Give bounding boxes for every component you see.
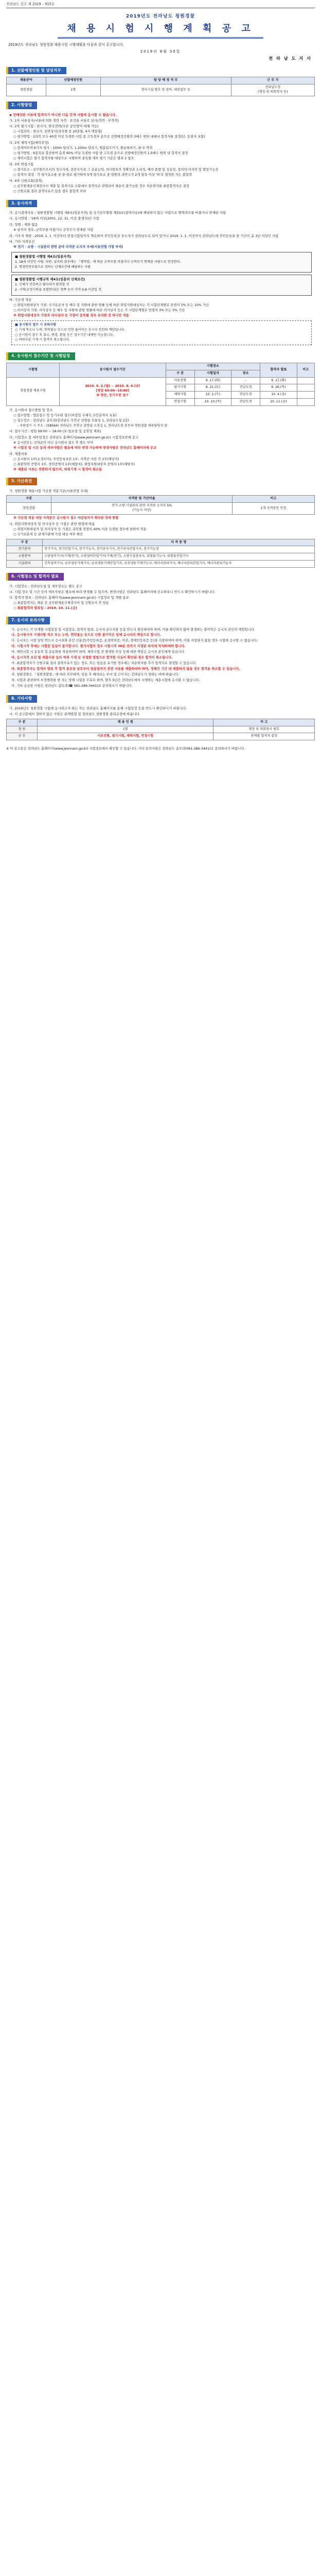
box-title: ■ 응시원서 접수 시 유의사항: [15, 323, 57, 327]
table-header: 응시원서 접수기간: [59, 363, 166, 377]
list-item: 마. 체력시험 시 운동복 및 운동화를 착용하여야 하며, 체력시험 중 발생한 부상 등에 대한 책임은 응시자 본인에게 있습니다.: [11, 650, 186, 654]
list-item: 가. 응시자는 각 단계별 시험일정 및 시험장소, 합격자 발표, 응시자 준수사항 등을 반드시 확인하여야 하며, 이를 확인하지 않아 발생하는 불이익은 응시자 본인의 책임입니다.: [11, 628, 255, 632]
list-item: 카. 기타 궁금한 사항은 전라남도 총무과(☎ 061-286-3441)로 문의하시기 바랍니다.: [11, 684, 133, 688]
text-line: 라. 제출서류: [9, 451, 27, 456]
section-1-heading: 1. 선발예정인원 및 담당직무: [6, 67, 66, 75]
table-cell: 10. 4.(금): [260, 392, 297, 399]
table-cell: [297, 384, 314, 392]
list-item: 나. 응시원서의 기재사항 착오 또는 누락, 연락불능 등으로 인한 불이익은 일체 응시자의 책임으로 합니다.: [11, 633, 162, 637]
table-cell: 전라남도청 (행정 및 의회청사 등): [231, 84, 314, 96]
text-line: ○ 평가요소 : 공무원으로서의 정신자세, 전문지식과 그 응용능력, 의사발표의 정확성과 논리성, 예의·품행 및 성실성, 창의력·의지력 및 발전가능성: [13, 167, 219, 172]
section-8-heading: 8. 기타사항: [6, 695, 37, 703]
announcement-page: [0, 0, 321, 757]
table-cell: 전기기사, 전기산업기사, 전기기능사, 전기공사기사, 전기공사산업기사, 전기기능장: [43, 546, 315, 553]
text-line: 나. 시험 장소 및 시간 등의 세부사항은 필요에 따라 변경될 수 있으며, 변경사항은 전라남도 홈페이지에 공고하오니 반드시 확인하시기 바랍니다.: [9, 589, 216, 594]
table-cell: 전남도청: [231, 392, 260, 399]
text-line: 가. 시험장소 : 전라남도청 및 세부장소는 별도 공고: [9, 584, 82, 588]
text-line: ○ 의사상자 가점: 의사상자 등 예우 및 지원에 관한 법률에 따른 의사상자 등은 각 시험단계별로 만점의 3% 또는 5% 가산: [13, 309, 185, 313]
box-item: 1. 18세 이상인 사람. 다만, 남자의 경우에는 「병역법」에 따른 군복무를 마쳤거나 군복무가 면제된 사람으로 한정한다.: [15, 260, 181, 264]
schedule-table: [6, 363, 315, 406]
text-line: ○ 접수장소 : 전라남도 총무과(전라남도 무안군 삼향읍 오룡길 1, 전라남도청 2층): [13, 418, 130, 422]
table-cell: 서류전형, 필기시험, 체력시험, 면접시험: [38, 733, 213, 740]
notice-number-text: 전라남도 공고 제 2019 – 915호: [6, 2, 55, 6]
table-header: 자격증 및 가산비율: [51, 496, 232, 503]
table-subheader: 장소: [231, 370, 260, 377]
section-7-heading: 7. 응시자 유의사항: [6, 617, 50, 624]
text-line: ○ 국가보훈처 등 관계기관에 가점 대상 여부 확인: [13, 532, 83, 536]
table-header: 근 무 지: [231, 77, 314, 84]
table-cell: 청 원: [7, 726, 38, 733]
table-header: 채용분야: [7, 77, 46, 84]
box-item: 2. 행정안전부령으로 정하는 신체조건에 해당하는 사람: [15, 265, 91, 269]
table-header: 구분: [7, 496, 51, 503]
text-line: ◆ 전배치된 서류에 합격자가 아니면 다음 단계 시험에 응시할 수 없습니다.: [9, 112, 117, 117]
text-line: 라. 3차 면접시험: [9, 162, 34, 166]
text-line: ○ 취업지원대상자 가점: 국가유공자 등 예우 및 지원에 관한 법률 등에 따른 취업지원대상자는 각 시험단계별로 만점의 5% 또는 10% 가산: [13, 303, 209, 308]
table-cell: [297, 377, 314, 384]
table-header: 선발예정인원: [46, 77, 100, 84]
table-header: 시험장소: [166, 363, 260, 370]
text-line: 가. 2019년도 청원경찰 시험에 응시하고자 하는 자는 전라남도 홈페이지를 통해 시험일정 등을 반드시 확인하시기 바랍니다.: [9, 706, 187, 710]
table-cell: [297, 392, 314, 399]
text-line: ○ 합격여부의 6가지 평가 : 100m 달리기, 1,200m 달리기, 윗몸일으키기, 팔굽혀펴기, 좌·우 악력: [13, 146, 153, 150]
text-line: ○ 접수방법 : 방문접수 및 등기우편 접수(마감일 우체국 소인분까지 유효): [13, 413, 117, 417]
table-cell: 체력시험: [166, 392, 194, 399]
announcement-date: 2019년 8월 30일: [140, 49, 181, 54]
text-line: 다. 성별 : 제한 없음: [9, 222, 38, 227]
table-cell: 전기분야: [7, 546, 43, 553]
physical-condition-box: [11, 275, 312, 296]
list-item: 바. 응시자격 요건 및 제출서류 등의 허위 기재 등 부정한 방법으로 합격한 사실이 확인된 경우 합격이 취소됩니다.: [11, 656, 173, 660]
text-line: ○ 평가방법 : 2과목 모두 40점 이상 득점한 사람 중 고득점자 순으로 선발예정인원의 3배수 범위 내에서 합격자를 결정(단, 동점자 포함): [13, 134, 205, 139]
table-cell: 9. 17.(화): [194, 377, 231, 384]
text-line: 마. 4차 신원조회(결격): [9, 178, 43, 183]
text-line: 나. 접수시간 : 평일 09:00 ~ 18:00 (토·일요일 및 공휴일 제외): [9, 429, 101, 434]
list-item: 자. 청원경찰은 「청원경찰법」에 따라 복무하며, 임용 후 배치되는 부서 및 근무지는 전라남도가 정하는 바에 따릅니다.: [11, 673, 180, 677]
table-cell: 필기시험: [166, 384, 194, 392]
page-title: 채 용 시 험 시 행 계 획 공 고: [58, 21, 263, 39]
text-line: ○ 공무원채용신체검사서 제출 및 결격사유 조회에서 결격자로 판명되어 채용이 불가능한 경우 차순위자를 최종합격자로 결정: [13, 184, 189, 188]
table-cell: 면접시험: [166, 398, 194, 405]
text-line: 다. 시험장소 및 세부일정은 전라남도 홈페이지(www.jeonnam.go.kr) 시험정보란에 공고: [9, 435, 139, 439]
text-line: ○ 최종학력 증명서 1부, 경력증명서 1부(해당자), 취업지원대상자 증명서 1부(해당자): [13, 462, 135, 466]
table-cell: 행정 및 의회청사 방호: [213, 726, 315, 733]
table-cell: 10. 2.(수): [194, 392, 231, 399]
table-header: 자 격 증 명: [43, 539, 315, 546]
box-title: ■ 청원경찰법 시행령 제4조(임용자격): [15, 254, 72, 259]
section-5-heading: 5. 가산특전: [6, 478, 37, 485]
table-header: 비고: [232, 496, 314, 503]
text-line: 다. 2차 체력시험(체력검정): [9, 140, 49, 145]
table-cell: 9. 26.(목): [260, 384, 297, 392]
text-line: 가. 응시결격사유 : 청원경찰법 시행령 제4조(임용자격) 및 국가공무원법 제33조(결격사유)에 해당하지 않는 사람으로 병역의무를 마쳤거나 면제된 사람: [9, 211, 226, 215]
text-line: ※ 전기 · 소방 · 시설관리 관련 분야 자격증 소지자 우대(서류전형 가점 부여): [13, 245, 123, 249]
table-cell: 전기·소방·시설관리 관련 자격증 소지자 5% (기능사 이상): [51, 503, 232, 515]
recruitment-table: [6, 77, 315, 96]
table-cell: 서류전형: [166, 377, 194, 384]
text-line: ○ 응시원서 1부(소정서식), 주민등록초본 1부, 자격증 사본 각 1부(해당자): [13, 457, 119, 461]
list-item: 라. 시험시작 후에는 시험장 입실이 불가합니다. 필기시험의 경우 시험시작 30분 전까지 지정된 좌석에 착석하여야 합니다.: [11, 645, 186, 649]
list-item: 다. 응시자는 시험 당일 반드시 응시표와 본인 신분증(주민등록증, 운전면허증, 여권, 장애인등록증 등)을 지참하여야 하며, 이를 지참하지 않을 경우 시험에 응시할 수 없습니다.: [11, 639, 258, 643]
text-line: ○ 취업지원대상자 및 의사상자 등 가점은 과목별 만점의 40% 이상 득점한 경우에 한하여 적용: [13, 527, 147, 531]
table-cell: 1명: [38, 726, 213, 733]
table-header: 비고: [297, 363, 314, 377]
box-title: ■ 청원경찰법 시행규칙 제4조(임용의 신체조건): [15, 277, 85, 282]
text-line: ○ 최종합격자는 채용 전 공무원채용신체검사서 및 신원조사 후 임용: [13, 601, 109, 605]
table-header: 비 고: [213, 719, 315, 726]
section-2-heading: 2. 시험방법: [6, 101, 37, 109]
text-line: ○ 시험과목 : 한국사, 일반상식(과목별 문 20문항, 4지 택일형): [13, 129, 102, 133]
table-cell: 소방분야: [7, 553, 43, 561]
text-line: ※ 응시번호는 선착순이 아닌 응시원서 접수 후 별도 부여: [13, 440, 94, 445]
text-line: 다. 합격자 발표 : 전라남도 홈페이지(www.jeonnam.go.kr) 시험정보 및 개별 통보: [9, 595, 129, 600]
footer-note: ※ 이 공고문은 전라남도 홈페이지(www.jeonnam.go.kr) 시험정보에서 확인할 수 있습니다. 기타 문의사항은 전라남도 총무과(061-286-3441)로 문의하시기 바랍니다.: [6, 747, 245, 751]
notice-number: [6, 2, 315, 8]
table-cell: 전남도청: [231, 398, 260, 405]
text-line: 가. 1차 서류심사(서류에 의한 경력 자격 · 요건을 서류로 심사(적격 · 부적격): [9, 118, 119, 123]
box-item: ○ 허위사실 기재 시 합격이 취소됩니다.: [15, 338, 70, 342]
table-cell: 9. 21.(토): [194, 384, 231, 392]
table-cell: 전남도청: [231, 384, 260, 392]
table-subheader: 시험일자: [194, 370, 231, 377]
text-line: ○ 신원조회 결과 결격사유가 있을 경우 불합격 처리: [13, 189, 86, 193]
list-item: 차. 시험과 관련하여 부정행위를 한 자는 당해 시험을 무효로 하며, 향후 5년간 전라남도에서 시행하는 채용시험에 응시할 수 없습니다.: [11, 678, 200, 682]
text-line: 라. 거주지 제한 : 2019. 1. 1. 이전부터 면접시험일까지 계속하여 주민등록상 주소지가 전라남도로 되어 있거나 2019. 1. 1. 이전까지 전라남도에 주민등록을 한 기간이 총 3년 이상인 사람: [9, 233, 279, 238]
text-line: 나. 2차 필기시험 : 한국사, 한국전력(다른 공인영어 대체 가능): [9, 124, 99, 128]
text-line: ※ 가산점 적용 대상 자격증은 응시원서 접수 마감일까지 취득한 것에 한함: [13, 516, 119, 520]
certificate-table: [6, 539, 315, 568]
box-item: 2. 시력(교정시력을 포함한다)은 양쪽 눈이 각각 0.8 이상일 것: [15, 288, 101, 292]
qualification-box: [11, 252, 312, 273]
text-line: ※ 남자의 경우, 군복무를 마쳤거나 군복무가 면제된 사람: [13, 228, 94, 232]
text-line: ○ 합격자 결정 : 각 평가요소를 상·중·하로 평가하여 5개 평가요소 중 위원의 과반수가 2개 항목 이상 '하'로 평정한 자는 불합격: [13, 173, 192, 177]
box-item: ○ 기재 착오나 누락, 연락불능 등으로 인한 불이익은 응시자 본인의 책임입니다.: [15, 328, 126, 332]
table-cell: 청사시설 방호 및 경비, 대민업무 등: [100, 84, 231, 96]
table-cell: 9. 17.(화): [260, 377, 297, 384]
text-line: 바. 가산점 적용: [9, 298, 32, 302]
text-line: ○ 최종합격자 발표일 : 2019. 10. 11.(금): [13, 606, 77, 610]
table-cell: 10. 10.(목): [194, 398, 231, 405]
table-cell: 단계별 합격자 결정: [213, 733, 315, 740]
application-caution-box: [11, 320, 312, 345]
table-cell: 청원경찰 채용시험: [7, 377, 60, 405]
list-item: 아. 최종합격자는 합격자 발표 후 합격 통보된 날로부터 임용일까지 관련 서류를 제출하여야 하며, 정해진 기간 내 제출하지 않을 경우 합격을 취소할 수 있습니다.: [11, 667, 240, 671]
text-line: ○ 평가방법 : 6종목을 합산하여 총점 60% 이상 득점한 사람 중 고득점 순으로 선발예정인원의 1.5배수 범위 내 합격자 결정: [13, 151, 188, 155]
table-cell: 건축설비기사, 공조냉동기계기사, 공조냉동기계산업기사, 공조냉동기계기능사, 에너지관리기사, 에너지관리산업기사, 에너지관리기능사: [43, 561, 315, 568]
caution-list: [6, 628, 315, 689]
table-header: 채 용 인 원: [38, 719, 213, 726]
table-header: 합격자 발표: [260, 363, 297, 377]
summary-table: [6, 719, 315, 740]
text-line: 가. 응시원서 접수방법 및 장소: [9, 408, 53, 412]
title-subheading: 2019년도 전라남도 청원경찰: [126, 14, 195, 20]
table-header: 시험명: [7, 363, 60, 377]
table-cell: 2019. 9. 2.(월) ~ 2019. 9. 6.(금) [평일 09:00~18:00] ※ 방문, 등기우편 접수: [59, 377, 166, 405]
text-line: 나. 이 공고문에서 정하지 않은 사항은 관계법령 및 전라남도 청원경찰 관리규정에 따릅니다.: [9, 711, 140, 716]
table-cell: 10. 11.(금): [260, 398, 297, 405]
box-item: ○ 응시원서 접수 후 취소, 변경, 환불 등은 접수기간 내에만 가능합니다.: [15, 333, 114, 337]
table-cell: 1개 자격증만 인정: [232, 503, 314, 515]
text-line: ○ 체력시험은 필기 합격자를 대상으로 시행하며 종목별 세부 평가 기준은 별표 2 참조: [13, 156, 134, 160]
text-line: 마. 기타 자격요건: [9, 239, 35, 244]
box-item: 1. 신체가 건강하고 팔다리가 완전할 것: [15, 283, 69, 287]
section-3-heading: 3. 응시자격: [6, 200, 37, 208]
table-cell: 공 무: [7, 733, 38, 740]
table-cell: 청원경찰: [7, 84, 46, 96]
text-line: 나. 응시연령 : '18세 이상(2001. 12. 31. 이전 출생자)인 사람: [9, 216, 99, 221]
table-header: 담 당 예 정 직 무: [100, 77, 231, 84]
section-4-heading: 4. 응시원서 접수기간 및 시험일정: [6, 352, 75, 360]
table-header: 구 분: [7, 719, 38, 726]
bonus-table: [6, 495, 315, 514]
title-block: [6, 13, 315, 38]
section-6-heading: 6. 시험장소 및 합격자 발표: [6, 573, 64, 581]
table-header: 구 분: [7, 539, 43, 546]
text-line: ※ 시험장 및 시간 등의 세부사항은 필요에 따라 변경 가능하며 변경사항은 전라남도 홈페이지에 공고: [13, 446, 156, 450]
intro-text: 2019년도 전라남도 청원경찰 채용시험 시행계획을 다음과 같이 공고합니다.: [8, 42, 124, 47]
table-cell: [297, 398, 314, 405]
table-subheader: 구 분: [166, 370, 194, 377]
text-line: 가. 청원경찰 채용시험 가산점 적용기준(서류전형 우대): [9, 489, 88, 494]
table-cell: 시설관리: [7, 561, 43, 568]
table-cell: 1명: [46, 84, 100, 96]
text-line: ※ 취업지원대상자 가점과 의사상자 등 가점이 중복될 경우 유리한 것 하나만 적용: [13, 314, 129, 318]
table-cell: 소방설비기사(기계/전기), 소방설비산업기사(기계/전기), 소방시설관리사, 위험물기능사, 위험물산업기사: [43, 553, 315, 561]
text-line: ※ 제출된 서류는 반환하지 않으며, 허위기재 시 합격이 취소됨: [13, 467, 102, 471]
text-line: 나. 취업지원대상자 및 의사상자 등 가점은 관련 법령에 따름: [9, 521, 95, 526]
table-cell: 청원경찰: [7, 503, 51, 515]
issuing-organization: 전 라 남 도 지 사: [269, 55, 312, 61]
table-cell: -: [231, 377, 260, 384]
list-item: 사. 최종합격자가 신원조회 결과 결격사유가 있는 경우, 또는 임용을 포기한 경우에는 차순위자를 추가 합격자로 결정할 수 있습니다.: [11, 662, 197, 666]
text-line: - 우편접수 시 주소 : (58564) 전라남도 무안군 삼향읍 오룡길 1, 전라남도청 총무과 청원경찰 채용담당자 앞: [17, 423, 168, 428]
